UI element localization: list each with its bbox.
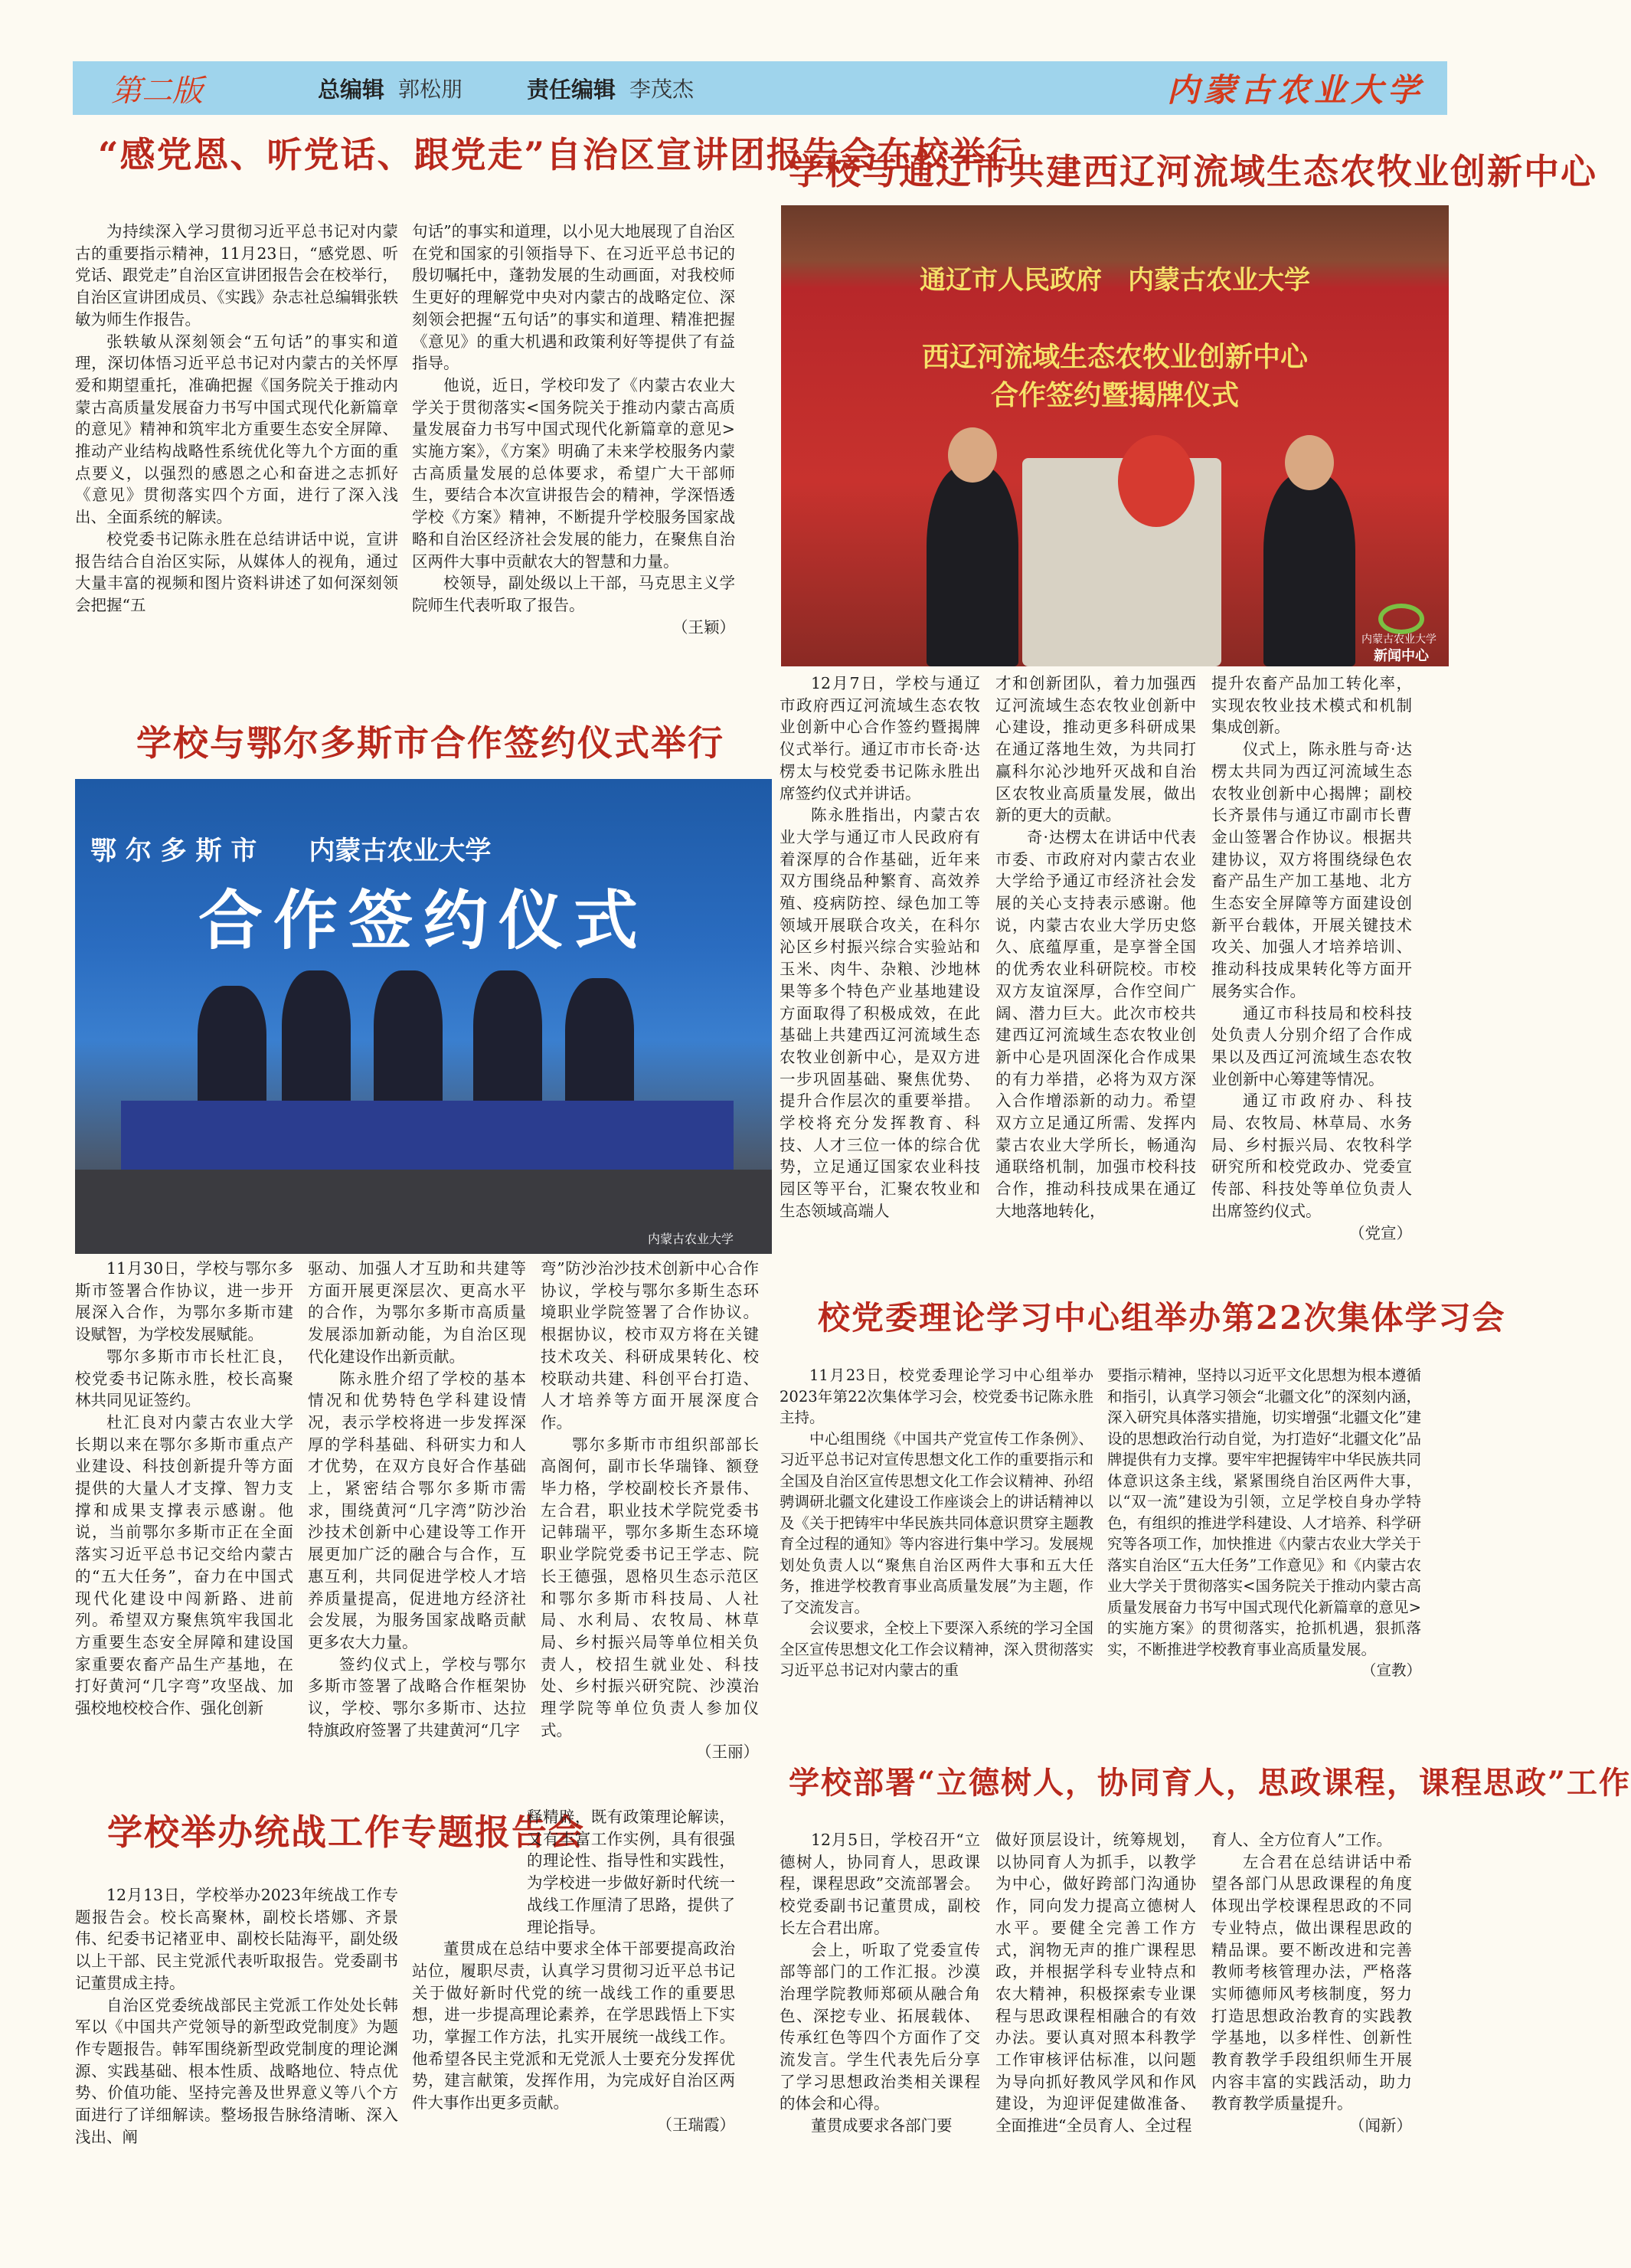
paragraph: 提升农畜产品加工转化率，实现农牧业技术模式和机制集成创新。 xyxy=(1211,674,1412,737)
paragraph: 校领导，副处级以上干部，马克思主义学院师生代表听取了报告。 xyxy=(412,574,735,614)
person-figure xyxy=(1263,473,1355,666)
paragraph: 会上，听取了党委宣传部等部门的工作汇报。沙漠治理学院教师郑硕从融合角色、深挖专业、拓展载体、传承红色等四个方面作了交流发言。学生代表先后分享了学习思想政治类相关课程的体会和心得。 xyxy=(780,1940,980,2113)
photo-logo-text: 内蒙古农业大学 xyxy=(648,1232,734,1246)
byline: （王颖） xyxy=(672,617,735,637)
paragraph: 鄂尔多斯市市组织部部长高阁何，副市长华瑞锋、额登毕力格，学校副校长齐景伟、左合君，职业技术学院党委书记韩瑞平，鄂尔多斯生态环境职业学院党委书记王学志、院长王德强，恩格贝生态示范区和鄂尔多斯市科技局、人社局、水利局、农牧局、林草局、乡村振兴局等单位相关负责人，校招生就业处、科技处、乡村振兴研究院、沙漠治理学院等单位负责人参加仪式。 xyxy=(541,1435,759,1739)
masthead: 内蒙古农业大学 xyxy=(1166,71,1424,109)
photo-logo-subtext: 新闻中心 xyxy=(1374,648,1429,664)
paragraph: 鄂尔多斯市市长杜汇良，校党委书记陈永胜，校长高聚林共同见证签约。 xyxy=(75,1347,293,1410)
photo-banner-line2: 合作签约仪式 xyxy=(198,883,649,958)
photo-logo-text: 内蒙古农业大学 xyxy=(1361,633,1437,646)
photo-banner-line1: 通辽市人民政府 内蒙古农业大学 xyxy=(920,265,1310,296)
article2-col2 xyxy=(995,673,1196,1267)
erdos-signing-photo xyxy=(75,779,772,1254)
article2-title: 学校与通辽市共建西辽河流域生态农牧业创新中心 xyxy=(789,151,1597,192)
person-figure xyxy=(473,970,542,1108)
paragraph: 张轶敏从深刻领会“五句话”的事实和道理，深切体悟习近平总书记对内蒙古的关怀厚爱和期望重托，准确把握《国务院关于推动内蒙古高质量发展奋力书写中国式现代化新篇章的意见》精神和筑牢北方重要生态安全屏障、推动产业结构战略性系统优化等九个方面的重点要义，以强烈的感恩之心和奋进之志抓好《意见》贯彻落实四个方面，进行了深入浅出、全面系统的解读。 xyxy=(75,332,398,527)
person-head xyxy=(948,427,997,483)
person-figure xyxy=(198,986,266,1108)
paragraph: 校党委书记陈永胜在总结讲话中说，宣讲报告结合自治区实际，从媒体人的视角，通过大量丰富的视频和图片资料讲述了如何深刻领会把握“五 xyxy=(75,529,398,614)
byline: （王丽） xyxy=(696,1743,759,1762)
paragraph: 做好顶层设计，统筹规划，以协同育人为抓手，以教学为中心，做好跨部门沟通协作，同向发力提高立德树人水平。要健全完善工作方式，润物无声的推广课程思政，并根据学科专业特点和农大精神，积极探索专业课程与思政课程相融合的有效办法。要认真对照本科教学工作审核评估标准，以问题为导向抓好教风学风和作风建设，为迎评促建做准备、全面推进“全员育人、全过程 xyxy=(995,1831,1196,2135)
paragraph: 句话”的事实和道理，以小见大地展现了自治区在党和国家的引领指导下、在习近平总书记的殷切嘱托中，蓬勃发展的生动画面，对我校师生更好的理解党中央对内蒙古的战略定位、深刻领会把握“五句话”的事实和道理、精准把握《意见》的重大机遇和政策利好等提供了有益指导。 xyxy=(412,222,735,373)
paragraph: 弯”防沙治沙技术创新中心合作协议，学校与鄂尔多斯生态环境职业学院签署了合作协议。根据协议，校市双方将在关键技术攻关、科研成果转化、校校联动共建、科创平台打造、人才培养等方面开展深度合作。 xyxy=(541,1259,759,1432)
article2-col3 xyxy=(1211,673,1412,1267)
responsible-editor-name: 李茂杰 xyxy=(629,77,695,102)
article4-col2 xyxy=(1107,1365,1421,1730)
page-header xyxy=(73,61,1447,115)
paragraph: 通辽市政府办、科技局、农牧局、林草局、水务局、乡村振兴局、农牧科学研究所和校党政办、党委宣传部、科技处等单位负责人出席签约仪式。 xyxy=(1211,1091,1412,1220)
article6-col2 xyxy=(995,1829,1196,2247)
paragraph: 12月5日，学校召开“立德树人，协同育人，思政课程，课程思政”交流部署会。校党委副书记董贯成，副校长左合君出席。 xyxy=(780,1831,980,1937)
paragraph: 要指示精神，坚持以习近平文化思想为根本遵循和指引，认真学习领会“北疆文化”的深刻内涵，深入研究具体落实措施，切实增强“北疆文化”建设的思想政治行动自觉，为打造好“北疆文化”品牌提供有力支撑。要牢牢把握铸牢中华民族共同体意识这条主线，紧紧围绕自治区两件大事，以“双一流”建设为引领，立足学校自身办学特色，有组织的推进学科建设、人才培养、科学研究等各项工作，加快推进《内蒙古农业大学关于落实自治区“五大任务”工作意见》和《内蒙古农业大学关于贯彻落实<国务院关于推动内蒙古高质量发展奋力书写中国式现代化新篇章的意见>的实施方案》的贯彻落实，抢抓机遇，狠抓落实，不断推进学校教育事业高质量发展。 xyxy=(1107,1366,1421,1658)
byline: （宣教） xyxy=(1361,1661,1421,1679)
news-center-logo-icon xyxy=(1378,604,1424,634)
paragraph: 自治区党委统战部民主党派工作处处长韩军以《中国共产党领导的新型政党制度》为题作专题报告。韩军围绕新型政党制度的理论渊源、实践基础、根本性质、战略地位、特点优势、价值功能、坚持完善及世界意义等八个方面进行了详细解读。整场报告脉络清晰、深入浅出、阐 xyxy=(75,1995,398,2146)
signing-ceremony-photo xyxy=(781,205,1449,666)
paragraph: 12月7日，学校与通辽市政府西辽河流域生态农牧业创新中心合作签约暨揭牌仪式举行。通辽市市长奇·达楞太与校党委书记陈永胜出席签约仪式并讲话。 xyxy=(780,674,980,803)
chief-editor-name: 郭松朋 xyxy=(398,77,463,102)
paragraph: 董贯成在总结中要求全体干部要提高政治站位，履职尽责，认真学习贯彻习近平总书记关于做好新时代党的统一战线工作的重要思想，进一步提高理论素养，在学思践悟上下实功，掌握工作方法，扎实开展统一战线工作。他希望各民主党派和无党派人士要充分发挥优势，建言献策，发挥作用，为完成好自治区两件大事作出更多贡献。 xyxy=(412,1939,735,2113)
article4-title: 校党委理论学习中心组举办第22次集体学习会 xyxy=(818,1299,1506,1337)
article6-col3 xyxy=(1211,1829,1412,2247)
paragraph: 奇·达楞太在讲话中代表市委、市政府对内蒙古农业大学给予通辽市经济社会发展的关心支持表示感谢。他说，内蒙古农业大学历史悠久、底蕴厚重，是享誉全国的优秀农业科研院校。市校双方友谊深厚，合作空间广阔、潜力巨大。此次市校共建西辽河流域生态农牧业创新中心是巩固深化合作成果的有力举措，必将为双方深入合作增添新的动力。希望双方立足通辽所需、发挥内蒙古农业大学所长，畅通沟通联络机制，加强市校科技合作，推动科技成果在通辽大地落地转化， xyxy=(995,827,1196,1220)
person-head xyxy=(1285,435,1334,490)
chief-editor-label: 总编辑 xyxy=(318,76,385,103)
byline: （王瑞霞） xyxy=(656,2115,735,2134)
paragraph: 才和创新团队，着力加强西辽河流域生态农牧业创新中心建设，推动更多科研成果在通辽落地生效，为共同打赢科尔沁沙地歼灭战和自治区农牧业高质量发展，做出新的更大的贡献。 xyxy=(995,674,1196,825)
article5-col1 xyxy=(75,1884,398,2244)
article3-col2 xyxy=(308,1258,526,1817)
paragraph: 董贯成要求各部门要 xyxy=(811,2116,953,2135)
article1-col1 xyxy=(75,221,398,689)
signing-table xyxy=(121,1101,734,1170)
responsible-editor-label: 责任编辑 xyxy=(527,76,616,103)
paragraph: 陈永胜指出，内蒙古农业大学与通辽市人民政府有着深厚的合作基础，近年来双方围绕品种繁育、高效养殖、疫病防控、绿色加工等领域开展联合攻关，在科尔沁区乡村振兴综合实验站和玉米、肉牛、杂粮、沙地林果等多个特色产业基地建设方面取得了积极成效，在此基础上共建西辽河流域生态农牧业创新中心，是双方进一步巩固基础、聚焦优势、提升合作层次的重要举措。学校将充分发挥教育、科技、人才三位一体的综合优势，立足通辽国家农业科技园区等平台，汇聚农牧业和生态领域高端人 xyxy=(780,806,980,1220)
article6-title: 学校部署“立德树人，协同育人，思政课程，课程思政”工作 xyxy=(789,1765,1631,1801)
article5-title: 学校举办统战工作专题报告会 xyxy=(107,1811,585,1853)
byline: （党宣） xyxy=(1349,1223,1412,1242)
paragraph: 杜汇良对内蒙古农业大学长期以来在鄂尔多斯市重点产业建设、科技创新提升等方面提供的大量人才支撑、智力支撑和成果支撑表示感谢。他说，当前鄂尔多斯市正在全面落实习近平总书记交给内蒙古的“五大任务”，奋力在中国式现代化建设中闯新路、进前列。希望双方聚焦筑牢我国北方重要生态安全屏障和建设国家重要农畜产品生产基地，在打好黄河“几字弯”攻坚战、加强校地校校合作、强化创新 xyxy=(75,1412,293,1718)
paragraph: 11月30日，学校与鄂尔多斯市签署合作协议，进一步开展深入合作，为鄂尔多斯市建设赋智，为学校发展赋能。 xyxy=(75,1259,293,1344)
paragraph: 陈永胜介绍了学校的基本情况和优势特色学科建设情况，表示学校将进一步发挥深厚的学科基础、科研实力和人才优势，在双方良好合作基础上，紧密结合鄂尔多斯市需求，围绕黄河“几字湾”防沙治沙技术创新中心建设等工作开展更加广泛的融合与合作，互惠互利，共同促进学校人才培养质量提高，促进地方经济社会发展，为服务国家战略贡献更多农大力量。 xyxy=(308,1369,526,1651)
photo-banner-line3: 合作签约暨揭牌仪式 xyxy=(990,380,1239,411)
red-cloth xyxy=(1118,435,1195,527)
article3-col3 xyxy=(541,1258,759,1817)
person-figure xyxy=(565,978,634,1108)
paragraph: 中心组围绕《中国共产党宣传工作条例》、习近平总书记对宣传思想文化工作的重要指示和全国及自治区宣传思想文化工作会议精神、孙绍骋调研北疆文化建设工作座谈会上的讲话精神以及《关于把铸牢中华民族共同体意识贯穿主题教育全过程的通知》等内容进行集中学习。发展规划处负责人以“聚焦自治区两件大事和五大任务，推进学校教育事业高质量发展”为主题，作了交流发言。 xyxy=(780,1429,1093,1616)
article1-title: “感党恩、听党话、跟党走”自治区宣讲团报告会在校举行 xyxy=(98,134,1024,175)
byline: （闻新） xyxy=(1349,2116,1412,2135)
article3-title: 学校与鄂尔多斯市合作签约仪式举行 xyxy=(136,722,724,764)
article2-col1 xyxy=(780,673,980,1267)
paragraph: 12月13日，学校举办2023年统战工作专题报告会。校长高聚林，副校长塔娜、齐景伟、纪委书记褚亚申、副校长陆海平，副处级以上干部、民主党派代表听取报告。党委副书记董贯成主持。 xyxy=(75,1886,398,1992)
paragraph: 会议要求，全校上下要深入系统的学习全国全区宣传思想文化工作会议精神，深入贯彻落实习近平总书记对内蒙古的重 xyxy=(780,1619,1093,1679)
paragraph: 签约仪式上，学校与鄂尔多斯市签署了战略合作框架协议，学校、鄂尔多斯市、达拉特旗政府签署了共建黄河“几字 xyxy=(308,1654,526,1739)
paragraph: 他说，近日，学校印发了《内蒙古农业大学关于贯彻落实<国务院关于推动内蒙古高质量发展奋力书写中国式现代化新篇章的意见>实施方案》，《方案》明确了未来学校服务内蒙古高质量发展的总体要求，希望广大干部师生，要结合本次宣讲报告会的精神，学深悟透学校《方案》精神，不断提升学校服务国家战略和自治区经济社会发展的能力，在聚焦自治区两件大事中贡献农大的智慧和力量。 xyxy=(412,375,735,571)
photo-banner-line1: 鄂 尔 多 斯 市 内蒙古农业大学 xyxy=(90,836,492,866)
article6-col1 xyxy=(780,1829,980,2247)
article1-col2 xyxy=(412,221,735,689)
article4-col1 xyxy=(780,1365,1093,1730)
photo-banner-line2: 西辽河流域生态农牧业创新中心 xyxy=(921,342,1308,373)
paragraph: 为持续深入学习贯彻习近平总书记对内蒙古的重要指示精神，11月23日，“感党恩、听党话、跟党走”自治区宣讲团报告会在校举行，自治区宣讲团成员、《实践》杂志社总编辑张轶敏为师生作报告。 xyxy=(75,222,398,329)
paragraph: 育人、全方位育人”工作。 xyxy=(1211,1831,1392,1849)
paragraph: 左合君在总结讲话中希望各部门从思政课程的角度体现出学校课程思政的不同专业特点，做出课程思政的精品课。要不断改进和完善教师考核管理办法，严格落实师德师风考核制度，努力打造思想政治教育的实践教学基地，以多样性、创新性教育教学手段组织师生开展内容丰富的实践活动，助力教育教学质量提升。 xyxy=(1211,1852,1412,2113)
article5-col2 xyxy=(412,1806,735,2244)
article3-col1 xyxy=(75,1258,293,1817)
person-figure xyxy=(374,970,443,1108)
paragraph: 11月23日，校党委理论学习中心组举办2023年第22次集体学习会，校党委书记陈永胜主持。 xyxy=(780,1366,1093,1426)
paragraph: 通辽市科技局和校科技处负责人分别介绍了合作成果以及西辽河流域生态农牧业创新中心筹建等情况。 xyxy=(1211,1003,1412,1088)
edition-label: 第二版 xyxy=(111,73,203,109)
paragraph: 仪式上，陈永胜与奇·达楞太共同为西辽河流域生态农牧业创新中心揭牌；副校长齐景伟与通辽市副市长曹金山签署合作协议。根据共建协议，双方将围绕绿色农畜产品生产加工基地、北方生态安全屏障等方面建设创新平台载体，开展关键技术攻关、加强人才培养培训、推动科技成果转化等方面开展务实合作。 xyxy=(1211,740,1412,1000)
person-figure xyxy=(927,466,1018,666)
paragraph: 驱动、加强人才互助和共建等方面开展更深层次、更高水平的合作，为鄂尔多斯市高质量发展添加新动能，为自治区现代化建设作出新贡献。 xyxy=(308,1259,526,1366)
person-figure xyxy=(282,970,351,1108)
paragraph: 释精辟，既有政策理论解读，又有丰富工作实例，具有很强的理论性、指导性和实践性，为学校进一步做好新时代统一战线工作厘清了思路，提供了理论指导。 xyxy=(527,1808,735,1936)
